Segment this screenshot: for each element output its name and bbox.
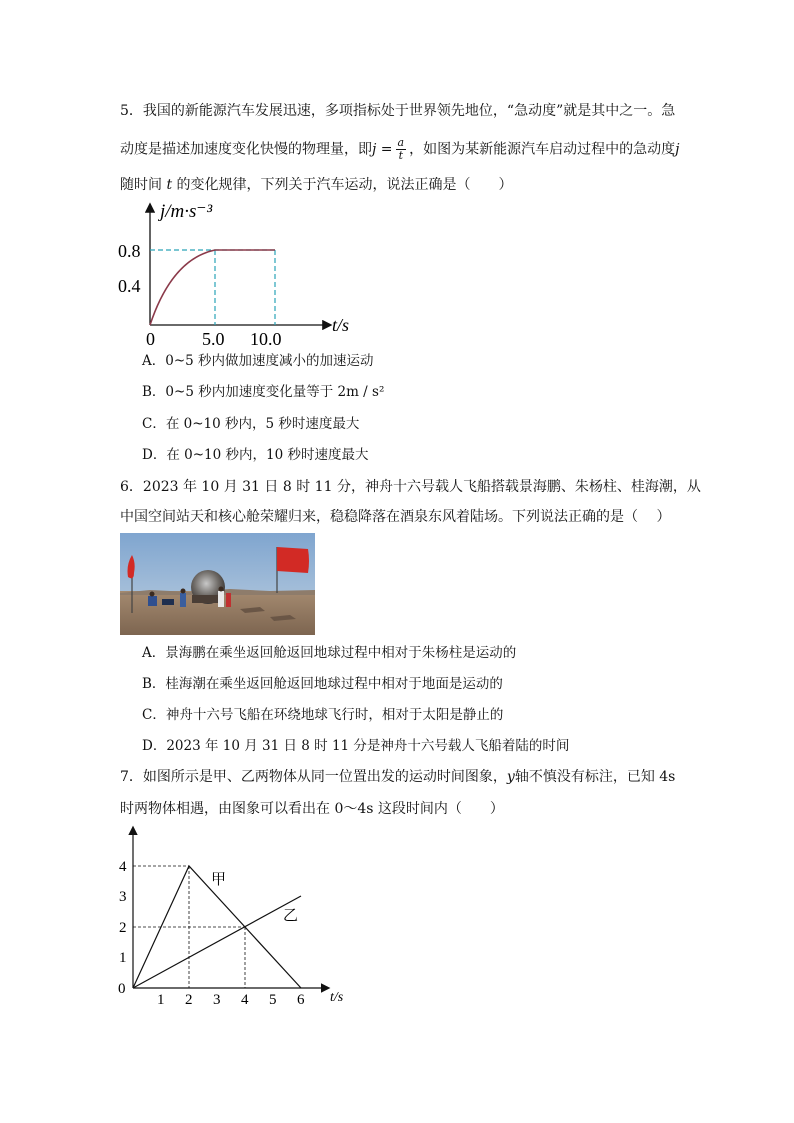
landing-photo-illustration bbox=[120, 533, 315, 635]
q5-jerk-curve bbox=[150, 250, 275, 325]
q5-y-axis-label: j/m·s⁻³ bbox=[160, 201, 213, 222]
q5-line-2-text-a: 动度是描述加速度变化快慢的物理量，即 bbox=[120, 141, 372, 158]
q5-x-axis-label: t/s bbox=[332, 315, 350, 335]
q6-line-1: 6．2023 年 10 月 31 日 8 时 11 分，神舟十六号载人飞船搭载景海鹏、朱杨柱、桂海潮，从 bbox=[120, 479, 701, 495]
q5-line-2-var: j bbox=[675, 141, 680, 158]
red-flag-right bbox=[277, 547, 309, 573]
q5-line-3 bbox=[120, 175, 513, 195]
q7-x-tick-2: 2 bbox=[185, 992, 193, 1008]
q5-x-tick-10: 10.0 bbox=[250, 329, 282, 349]
q5-line-1: 5．我国的新能源汽车发展迅速，多项指标处于世界领先地位，“急动度”就是其中之一。急 bbox=[120, 103, 676, 119]
q7-y-tick-1: 1 bbox=[119, 950, 127, 966]
q6-option-b: B．桂海潮在乘坐返回舱返回地球过程中相对于地面是运动的 bbox=[142, 676, 503, 692]
q5-line-3-text-a: 随时间 bbox=[120, 177, 162, 193]
q5-option-a: A．0~5 秒内做加速度减小的加速运动 bbox=[142, 353, 374, 369]
landing-photo bbox=[120, 533, 315, 635]
q5-formula-numerator: a bbox=[397, 136, 405, 149]
q7-y-tick-2: 2 bbox=[119, 920, 127, 936]
q7-line-yi bbox=[133, 896, 301, 988]
q6-option-d: D．2023 年 10 月 31 日 8 时 11 分是神舟十六号载人飞船着陆的时间 bbox=[142, 738, 570, 754]
q7-x-axis-label: t/s bbox=[330, 990, 344, 1005]
q7-origin: 0 bbox=[118, 981, 126, 997]
q5-y-tick-08: 0.8 bbox=[118, 241, 141, 261]
q7-y-tick-4: 4 bbox=[119, 859, 127, 875]
q5-formula-denominator: t bbox=[398, 149, 404, 162]
q7-line-1-text-b: 轴不慎没有标注，已知 4s bbox=[514, 769, 676, 785]
q5-line-3-text-b: 的变化规律，下列关于汽车运动，说法正确是（ ） bbox=[176, 177, 513, 193]
q7-label-yi: 乙 bbox=[283, 908, 299, 924]
q6-line-2: 中国空间站天和核心舱荣耀归来，稳稳降落在酒泉东风着陆场。下列说法正确的是（ ） bbox=[120, 509, 671, 525]
q7-line-1-text-a: 7．如图所示是甲、乙两物体从同一位置出发的运动时间图象， bbox=[120, 769, 507, 785]
q5-formula-fraction bbox=[396, 137, 407, 162]
q5-formula-lhs: j = bbox=[372, 141, 393, 158]
q7-line-1 bbox=[120, 767, 675, 787]
q5-jerk-graph bbox=[110, 195, 360, 350]
q5-line-2-text-b: ，如图为某新能源汽车启动过程中的急动度 bbox=[409, 141, 676, 158]
q7-x-tick-5: 5 bbox=[269, 992, 277, 1008]
q7-x-tick-3: 3 bbox=[213, 992, 221, 1008]
q5-line-2 bbox=[120, 137, 679, 162]
q7-x-tick-1: 1 bbox=[157, 992, 165, 1008]
q7-x-tick-4: 4 bbox=[241, 992, 249, 1008]
q5-option-c: C．在 0~10 秒内，5 秒时速度最大 bbox=[142, 416, 360, 432]
q7-line-2: 时两物体相遇，由图象可以看出在 0～4s 这段时间内（ ） bbox=[120, 801, 504, 817]
q7-x-tick-6: 6 bbox=[297, 992, 305, 1008]
q5-option-d: D．在 0~10 秒内，10 秒时速度最大 bbox=[142, 447, 369, 463]
q7-y-tick-3: 3 bbox=[119, 889, 127, 905]
q5-origin: 0 bbox=[146, 329, 155, 349]
q7-motion-graph bbox=[110, 820, 370, 1010]
q5-option-b: B．0~5 秒内加速度变化量等于 2m / s² bbox=[142, 384, 385, 400]
q5-y-tick-04: 0.4 bbox=[118, 276, 141, 296]
q6-option-c: C．神舟十六号飞船在环绕地球飞行时，相对于太阳是静止的 bbox=[142, 707, 504, 723]
q7-label-jia: 甲 bbox=[211, 872, 227, 888]
q5-x-tick-5: 5.0 bbox=[202, 329, 225, 349]
q7-line-1-var: y bbox=[506, 769, 515, 785]
q5-line-3-var: t bbox=[166, 177, 173, 193]
q6-option-a: A．景海鹏在乘坐返回舱返回地球过程中相对于朱杨柱是运动的 bbox=[142, 645, 517, 661]
